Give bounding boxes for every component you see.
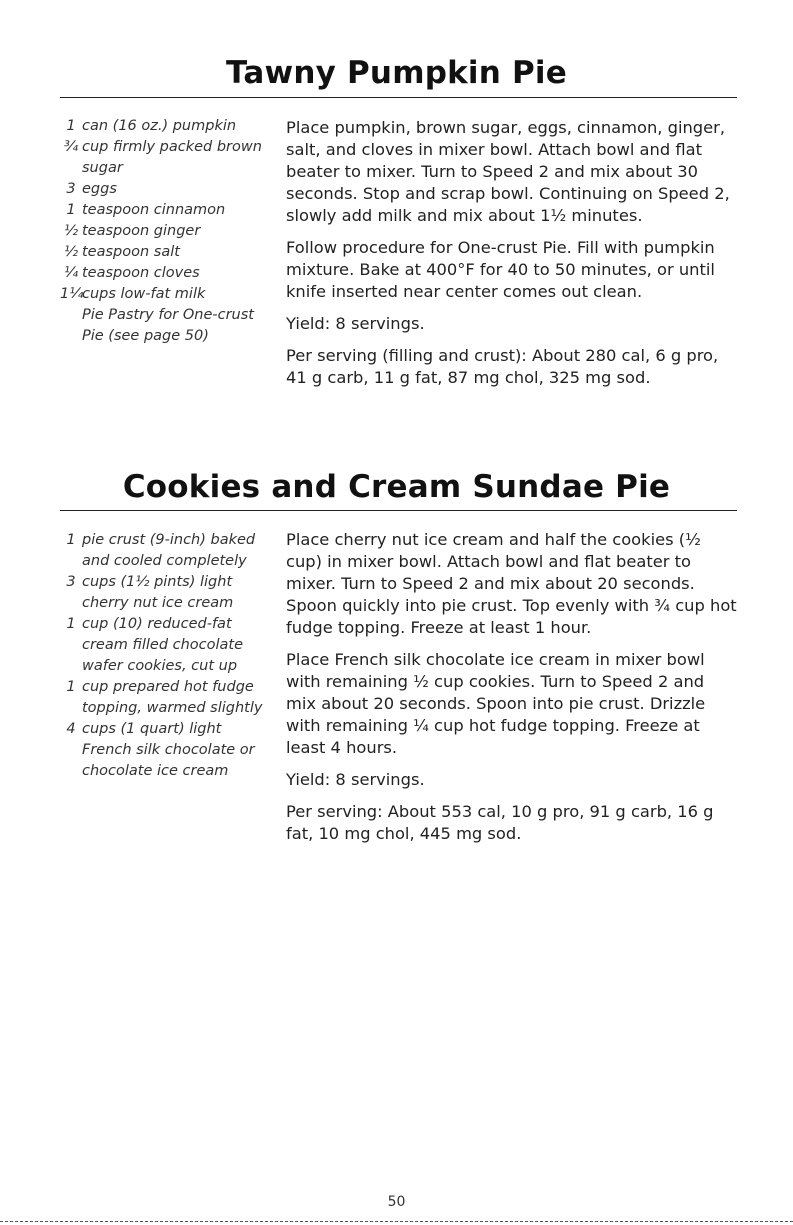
ingredient-item bbox=[60, 242, 265, 263]
ingredient-quantity: 1 bbox=[66, 532, 76, 548]
page-number: 50 bbox=[387, 1194, 406, 1210]
method-paragraph: Per serving: About 553 cal, 10 g pro, 91 g carb, 16 g fat, 10 mg chol, 445 mg sod. bbox=[286, 802, 714, 843]
method-paragraph: Place cherry nut ice cream and half the cookies (½ cup) in mixer bowl. Attach bowl and flat beater to mixer. Turn to Speed 2 and mix about 20 seconds. Spoon quickly into pie crust. Top evenly with ¾ cup hot fudge topping. Freeze at least 1 hour. bbox=[286, 530, 737, 637]
ingredient-text: cups low-fat milk bbox=[82, 286, 206, 302]
ingredient-item bbox=[60, 530, 265, 572]
method-paragraph: Follow procedure for One-crust Pie. Fill with pumpkin mixture. Bake at 400°F for 40 to 50 minutes, or until knife inserted near center comes out clean. bbox=[286, 238, 715, 301]
ingredient-quantity: 1¼ bbox=[60, 286, 84, 302]
ingredient-text: cup prepared hot fudge topping, warmed slightly bbox=[82, 679, 263, 716]
ingredient-item bbox=[60, 572, 265, 614]
ingredient-text: teaspoon cinnamon bbox=[82, 202, 226, 218]
ingredient-item bbox=[60, 263, 265, 284]
ingredient-item bbox=[60, 719, 265, 782]
ingredient-list bbox=[60, 116, 265, 347]
ingredient-quantity: ¾ bbox=[63, 139, 79, 155]
method-paragraph: Place pumpkin, brown sugar, eggs, cinnamon, ginger, salt, and cloves in mixer bowl. Attach bowl and flat beater to mixer. Turn to Speed 2 and mix about 30 seconds. Stop and scrap bowl. Continuing on Speed 2, slowly add milk and mix about 1½ minutes. bbox=[286, 118, 730, 225]
ingredient-item bbox=[60, 614, 265, 677]
ingredient-text: Pie Pastry for One-crust Pie (see page 50) bbox=[82, 307, 254, 344]
method-text bbox=[286, 529, 738, 855]
ingredient-text: pie crust (9-inch) baked and cooled completely bbox=[82, 532, 256, 569]
ingredient-text: cups (1½ pints) light cherry nut ice cream bbox=[82, 574, 234, 611]
ingredient-item bbox=[60, 677, 265, 719]
page-edge-divider bbox=[0, 1221, 793, 1222]
ingredient-quantity: 1 bbox=[66, 202, 76, 218]
method-paragraph: Place French silk chocolate ice cream in mixer bowl with remaining ½ cup cookies. Turn to Speed 2 and mix about 20 seconds. Spoon into pie crust. Drizzle with remaining ¼ cup hot fudge topping. Freeze at least 4 hours. bbox=[286, 650, 706, 757]
recipe-title: Cookies and Cream Sundae Pie bbox=[122, 469, 671, 505]
ingredient-quantity: ¼ bbox=[63, 265, 79, 281]
ingredient-text: cups (1 quart) light French silk chocolate or chocolate ice cream bbox=[82, 721, 255, 779]
ingredient-text: teaspoon ginger bbox=[82, 223, 201, 239]
ingredient-quantity: 4 bbox=[66, 721, 76, 737]
ingredient-item bbox=[60, 137, 265, 179]
ingredient-quantity: ½ bbox=[63, 244, 79, 260]
ingredient-quantity: 1 bbox=[66, 616, 76, 632]
title-rule bbox=[60, 97, 737, 98]
ingredient-item bbox=[60, 179, 265, 200]
recipe-title: Tawny Pumpkin Pie bbox=[226, 55, 567, 91]
ingredient-quantity bbox=[60, 305, 82, 347]
method-paragraph: Yield: 8 servings. bbox=[286, 314, 425, 333]
ingredient-quantity: ½ bbox=[63, 223, 79, 239]
method-paragraph: Per serving (filling and crust): About 280 cal, 6 g pro, 41 g carb, 11 g fat, 87 mg chol, 325 mg sod. bbox=[286, 346, 719, 387]
ingredient-text: teaspoon cloves bbox=[82, 265, 200, 281]
ingredient-item bbox=[60, 284, 265, 305]
ingredient-text: teaspoon salt bbox=[82, 244, 180, 260]
ingredient-text: eggs bbox=[82, 181, 117, 197]
ingredient-quantity: 1 bbox=[66, 118, 76, 134]
ingredient-quantity: 1 bbox=[66, 679, 76, 695]
ingredient-item bbox=[60, 305, 265, 347]
ingredient-item bbox=[60, 116, 265, 137]
ingredient-quantity: 3 bbox=[66, 181, 76, 197]
ingredient-list bbox=[60, 530, 265, 782]
ingredient-text: cup firmly packed brown sugar bbox=[82, 139, 262, 176]
title-rule bbox=[60, 510, 737, 511]
ingredient-quantity: 3 bbox=[66, 574, 76, 590]
ingredient-text: cup (10) reduced-fat cream filled chocolate wafer cookies, cut up bbox=[82, 616, 244, 674]
ingredient-item bbox=[60, 200, 265, 221]
method-paragraph: Yield: 8 servings. bbox=[286, 770, 425, 789]
ingredient-text: can (16 oz.) pumpkin bbox=[82, 118, 237, 134]
ingredient-item bbox=[60, 221, 265, 242]
method-text bbox=[286, 117, 738, 399]
